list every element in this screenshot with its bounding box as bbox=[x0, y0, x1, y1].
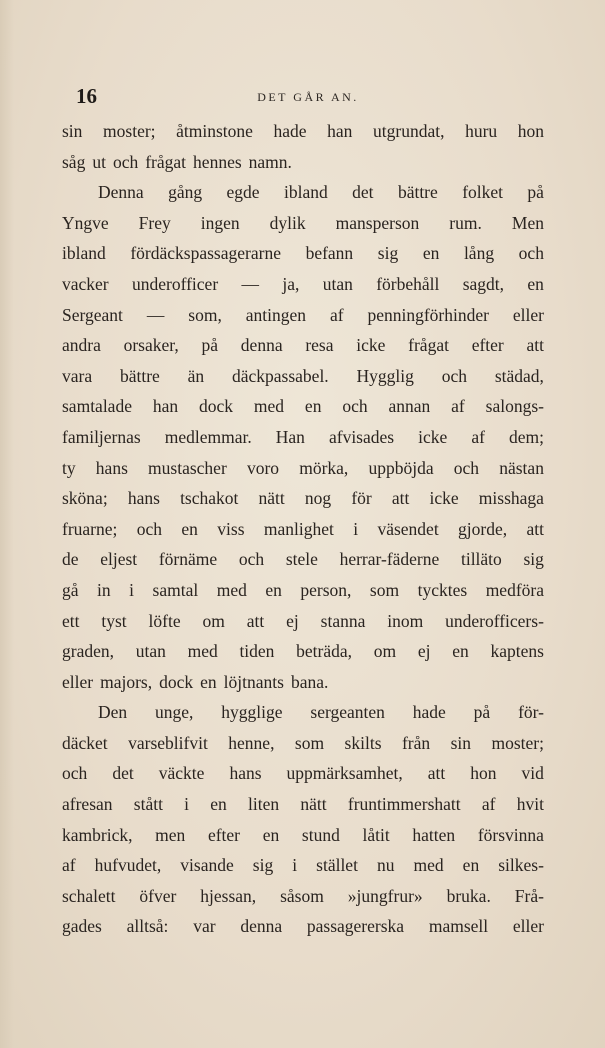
text-line bbox=[62, 606, 544, 637]
word: sköna; bbox=[62, 488, 108, 509]
word: eller bbox=[512, 304, 544, 325]
word: hade bbox=[273, 121, 307, 141]
word: ingen bbox=[200, 212, 240, 233]
word: kaptens bbox=[490, 641, 544, 662]
word: dem; bbox=[508, 426, 544, 447]
word: löjtnants bbox=[223, 671, 284, 692]
word: än bbox=[187, 365, 205, 386]
word: uppböjda bbox=[368, 457, 434, 478]
word: Denna bbox=[98, 182, 144, 203]
word: stund bbox=[301, 824, 340, 845]
word: bättre bbox=[397, 182, 438, 203]
word: Yngve bbox=[62, 212, 109, 233]
word: viss bbox=[217, 518, 245, 539]
text-line bbox=[62, 208, 544, 239]
word: voro bbox=[246, 457, 280, 478]
word: låtit bbox=[362, 824, 390, 845]
word: nu bbox=[376, 855, 395, 876]
word: vara bbox=[62, 365, 93, 386]
word: utgrundat, bbox=[373, 121, 445, 141]
word: för- bbox=[518, 702, 544, 723]
word: ett bbox=[62, 610, 80, 631]
word: resa bbox=[305, 335, 334, 356]
word: ej bbox=[286, 610, 299, 631]
word: hon bbox=[517, 121, 544, 141]
word: från bbox=[401, 732, 431, 753]
word: utan bbox=[322, 273, 353, 294]
word: han bbox=[327, 121, 353, 141]
word: familjernas bbox=[62, 426, 141, 447]
word: lång bbox=[463, 243, 495, 264]
word: i bbox=[292, 855, 298, 876]
word: och bbox=[238, 549, 265, 570]
word: nätt bbox=[300, 794, 327, 815]
text-line bbox=[62, 453, 544, 484]
word: ibland bbox=[62, 243, 106, 264]
text-line bbox=[62, 361, 544, 392]
word: af bbox=[329, 304, 344, 325]
word: vacker bbox=[62, 273, 109, 294]
word: stått bbox=[133, 794, 163, 815]
text-line bbox=[62, 116, 544, 147]
word: rum. bbox=[449, 212, 482, 233]
word: med bbox=[253, 396, 285, 417]
word: att bbox=[526, 335, 544, 356]
word: varseblifvit bbox=[128, 732, 208, 753]
word: salongs- bbox=[485, 396, 544, 417]
word: och bbox=[136, 518, 163, 539]
word: ej bbox=[417, 641, 431, 662]
word: andra bbox=[62, 335, 101, 356]
word: fruarne; bbox=[62, 518, 118, 539]
text-line bbox=[62, 514, 544, 545]
word: i bbox=[129, 579, 135, 600]
word: huru bbox=[465, 121, 498, 141]
word: orsaker, bbox=[123, 335, 179, 356]
word: graden, bbox=[62, 641, 114, 662]
text-line bbox=[62, 636, 544, 667]
word: en bbox=[200, 671, 217, 692]
word: eller bbox=[512, 916, 544, 937]
text-line bbox=[62, 269, 544, 300]
text-line bbox=[62, 544, 544, 575]
word: eller bbox=[62, 671, 94, 692]
text-line bbox=[62, 330, 544, 361]
word: försvinna bbox=[477, 824, 544, 845]
text-line bbox=[62, 820, 544, 851]
word: med bbox=[216, 579, 247, 600]
word: af bbox=[62, 855, 76, 876]
word: en bbox=[210, 794, 227, 815]
word: stället bbox=[316, 855, 358, 876]
text-line bbox=[62, 850, 544, 881]
word: nog bbox=[304, 488, 332, 509]
word: af bbox=[481, 794, 496, 815]
word: tiden bbox=[239, 641, 275, 662]
word: bruka. bbox=[446, 885, 491, 906]
word: moster; bbox=[491, 732, 544, 753]
word: skilts bbox=[344, 732, 382, 753]
word: och bbox=[441, 365, 467, 386]
text-line bbox=[62, 300, 544, 331]
word: ut bbox=[92, 151, 106, 172]
word: och bbox=[62, 763, 88, 784]
word: hans bbox=[127, 488, 160, 509]
word: samtalade bbox=[62, 396, 132, 417]
word: stanna bbox=[320, 610, 366, 631]
word: förnäme bbox=[158, 549, 218, 570]
word: denna bbox=[240, 335, 283, 356]
word: schalett bbox=[62, 885, 116, 906]
word: utan bbox=[135, 641, 166, 662]
word: afvisades bbox=[328, 426, 395, 447]
word: i bbox=[353, 518, 359, 539]
word: såsom bbox=[280, 885, 324, 906]
word: Men bbox=[511, 212, 544, 233]
word: Frå- bbox=[514, 885, 544, 906]
word: sin bbox=[450, 732, 472, 753]
word: nästan bbox=[499, 457, 544, 478]
word: mustascher bbox=[148, 457, 227, 478]
word: silkes- bbox=[498, 855, 544, 876]
word: en bbox=[265, 579, 282, 600]
word: frågat bbox=[408, 335, 449, 356]
word: och bbox=[342, 396, 368, 417]
word: tyst bbox=[101, 610, 127, 631]
text-line bbox=[62, 758, 544, 789]
word: annan bbox=[388, 396, 431, 417]
word: och bbox=[453, 457, 480, 478]
word: kambrick, bbox=[62, 824, 133, 845]
text-line bbox=[62, 422, 544, 453]
word: hennes bbox=[193, 151, 242, 172]
word: och bbox=[518, 243, 544, 264]
word: de bbox=[62, 549, 79, 570]
word: bättre bbox=[119, 365, 160, 386]
word: efter bbox=[207, 824, 241, 845]
word: det bbox=[352, 182, 374, 203]
word: däckpassabel. bbox=[231, 365, 329, 386]
text-line bbox=[62, 881, 544, 912]
word: ibland bbox=[283, 182, 328, 203]
word: beträda, bbox=[296, 641, 353, 662]
word: folket bbox=[462, 182, 504, 203]
word: hans bbox=[95, 457, 128, 478]
word: frågat bbox=[145, 151, 187, 172]
word: icke bbox=[429, 488, 459, 509]
word: — bbox=[241, 273, 259, 294]
word: af bbox=[451, 396, 465, 417]
word: en bbox=[452, 641, 469, 662]
word: tycktes bbox=[417, 579, 468, 600]
word: moster; bbox=[103, 121, 156, 141]
word: eljest bbox=[100, 549, 138, 570]
word: sig bbox=[252, 855, 274, 876]
text-line bbox=[62, 177, 544, 208]
word: hygglige bbox=[221, 702, 283, 723]
word: var bbox=[193, 916, 216, 937]
word: afresan bbox=[62, 794, 113, 815]
word: det bbox=[112, 763, 134, 784]
word: herrar-fäderne bbox=[339, 549, 440, 570]
word: en bbox=[181, 518, 198, 539]
word: hatten bbox=[412, 824, 456, 845]
word: däcket bbox=[62, 732, 108, 753]
word: som, bbox=[188, 304, 222, 325]
word: väsendet bbox=[377, 518, 439, 539]
running-head bbox=[72, 84, 544, 114]
text-line bbox=[62, 575, 544, 606]
text-line bbox=[62, 147, 544, 178]
page-edge-shadow bbox=[0, 0, 14, 1048]
word: vid bbox=[521, 763, 544, 784]
word: dock bbox=[159, 671, 194, 692]
body-text bbox=[62, 116, 544, 942]
word: in bbox=[97, 579, 111, 600]
word: nätt bbox=[258, 488, 285, 509]
word: tilläto bbox=[460, 549, 502, 570]
word: sin bbox=[62, 121, 83, 141]
word: uppmärksamhet, bbox=[286, 763, 403, 784]
word: på bbox=[527, 182, 544, 203]
word: Den bbox=[98, 702, 128, 723]
word: hade bbox=[412, 702, 446, 723]
word: att bbox=[246, 610, 265, 631]
word: — bbox=[146, 304, 165, 325]
word: löfte bbox=[148, 610, 181, 631]
word: samtal bbox=[152, 579, 199, 600]
word: hufvudet, bbox=[94, 855, 162, 876]
word: tschakot bbox=[180, 488, 239, 509]
word: gades bbox=[62, 916, 102, 937]
word: sagdt, bbox=[462, 273, 505, 294]
word: om bbox=[373, 641, 397, 662]
word: sig bbox=[523, 549, 544, 570]
word: ja, bbox=[282, 273, 300, 294]
word: om bbox=[202, 610, 225, 631]
word: och bbox=[112, 151, 139, 172]
word: inom bbox=[387, 610, 424, 631]
word: mansperson bbox=[335, 212, 420, 233]
word: person, bbox=[300, 579, 352, 600]
word: henne, bbox=[228, 732, 275, 753]
word: namn. bbox=[248, 151, 292, 172]
word: att bbox=[526, 518, 544, 539]
word: icke bbox=[418, 426, 448, 447]
word: en bbox=[304, 396, 322, 417]
word: såg bbox=[62, 151, 86, 172]
word: förbehåll bbox=[376, 273, 440, 294]
word: befann bbox=[305, 243, 354, 264]
word: denna bbox=[240, 916, 283, 937]
word: fruntimmershatt bbox=[347, 794, 461, 815]
text-line bbox=[62, 667, 544, 698]
word: väckte bbox=[158, 763, 205, 784]
word: passagererska bbox=[306, 916, 405, 937]
word: på bbox=[473, 702, 491, 723]
word: åtminstone bbox=[176, 121, 253, 141]
word: med bbox=[413, 855, 444, 876]
word: gå bbox=[62, 579, 79, 600]
word: mörka, bbox=[299, 457, 349, 478]
word: stele bbox=[285, 549, 318, 570]
text-line bbox=[62, 238, 544, 269]
word: hvit bbox=[516, 794, 544, 815]
word: gjorde, bbox=[458, 518, 508, 539]
word: städad, bbox=[494, 365, 544, 386]
word: öfver bbox=[139, 885, 177, 906]
word: dylik bbox=[269, 212, 306, 233]
word: att bbox=[427, 763, 446, 784]
word: efter bbox=[471, 335, 504, 356]
word: ty bbox=[62, 457, 76, 478]
word: en bbox=[422, 243, 440, 264]
word: alltså: bbox=[126, 916, 169, 937]
word: hjessan, bbox=[200, 885, 257, 906]
word: hans bbox=[229, 763, 262, 784]
text-line bbox=[62, 728, 544, 759]
word: Han bbox=[275, 426, 305, 447]
word: medföra bbox=[485, 579, 544, 600]
word: Sergeant bbox=[62, 304, 123, 325]
word: som bbox=[369, 579, 400, 600]
word: majors, bbox=[100, 671, 153, 692]
word: antingen bbox=[245, 304, 307, 325]
word: på bbox=[201, 335, 219, 356]
word: mamsell bbox=[428, 916, 489, 937]
word: Hygglig bbox=[356, 365, 414, 386]
word: hon bbox=[470, 763, 497, 784]
word: underofficer bbox=[131, 273, 219, 294]
word: visande bbox=[180, 855, 234, 876]
text-line bbox=[62, 391, 544, 422]
word: bana. bbox=[290, 671, 329, 692]
word: han bbox=[152, 396, 179, 417]
text-line bbox=[62, 697, 544, 728]
word: »jungfrur» bbox=[347, 885, 423, 906]
word: penningförhinder bbox=[367, 304, 489, 325]
word: att bbox=[391, 488, 410, 509]
word: egde bbox=[226, 182, 260, 203]
running-title: DET GÅR AN. bbox=[257, 90, 359, 104]
word: en bbox=[527, 273, 544, 294]
word: misshaga bbox=[478, 488, 544, 509]
word: Frey bbox=[138, 212, 171, 233]
word: sig bbox=[377, 243, 399, 264]
word: manlighet bbox=[263, 518, 334, 539]
word: dock bbox=[199, 396, 234, 417]
word: underofficers- bbox=[445, 610, 544, 631]
word: en bbox=[462, 855, 480, 876]
word: fördäckspassagerarne bbox=[130, 243, 281, 264]
page-number: 16 bbox=[76, 84, 97, 108]
word: medlemmar. bbox=[164, 426, 252, 447]
word: men bbox=[155, 824, 186, 845]
text-line bbox=[62, 483, 544, 514]
word: en bbox=[262, 824, 280, 845]
word: för bbox=[351, 488, 372, 509]
word: af bbox=[471, 426, 485, 447]
word: i bbox=[184, 794, 190, 815]
word: gång bbox=[168, 182, 203, 203]
word: med bbox=[187, 641, 218, 662]
text-line bbox=[62, 911, 544, 942]
word: liten bbox=[248, 794, 280, 815]
word: unge, bbox=[155, 702, 194, 723]
word: som bbox=[294, 732, 325, 753]
word: icke bbox=[356, 335, 386, 356]
word: sergeanten bbox=[310, 702, 385, 723]
text-line bbox=[62, 789, 544, 820]
